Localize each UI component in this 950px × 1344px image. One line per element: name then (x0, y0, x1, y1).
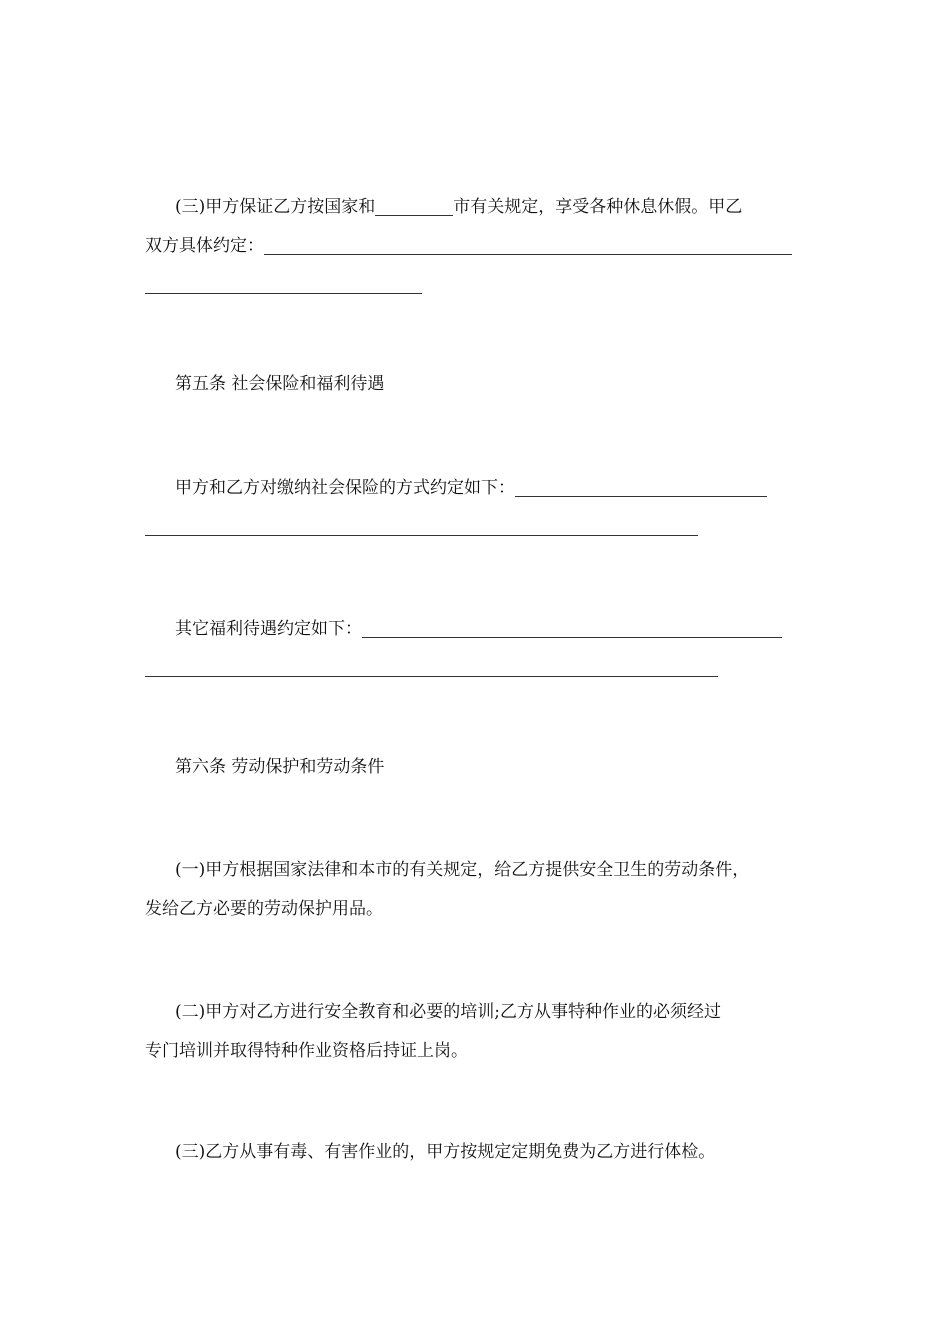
paragraph-text: 其它福利待遇约定如下： (175, 619, 362, 639)
paragraph-line: (二)甲方对乙方进行安全教育和必要的培训;乙方从事特种作业的必须经过 (175, 1002, 721, 1022)
fill-in-blank-other-benefits-continued[interactable] (145, 649, 718, 677)
paragraph-line: 专门培训并取得特种作业资格后持证上岗。 (145, 1041, 468, 1061)
paragraph-health-checks (145, 1133, 810, 1172)
paragraph-safety-training (145, 993, 810, 1071)
paragraph-line (145, 188, 810, 227)
paragraph-social-insurance (145, 469, 810, 547)
paragraph-line: (一)甲方根据国家法律和本市的有关规定，给乙方提供安全卫生的劳动条件， (175, 860, 750, 880)
paragraph-text: (三)甲方保证乙方按国家和 (175, 197, 376, 217)
paragraph-line (145, 266, 810, 305)
paragraph-line: (三)乙方从事有毒、有害作业的，甲方按规定定期免费为乙方进行体检。 (175, 1142, 716, 1162)
paragraph-line (145, 469, 810, 508)
article-heading-text: 第五条 社会保险和福利待遇 (175, 374, 385, 394)
fill-in-blank-agreement[interactable] (264, 227, 792, 255)
paragraph-line (145, 508, 810, 547)
paragraph-text: 甲方和乙方对缴纳社会保险的方式约定如下： (175, 478, 515, 498)
fill-in-blank-social-insurance-continued[interactable] (145, 508, 698, 536)
fill-in-blank-city[interactable] (375, 188, 453, 216)
fill-in-blank-social-insurance[interactable] (515, 469, 767, 497)
paragraph-other-benefits (145, 610, 810, 688)
paragraph-line: 发给乙方必要的劳动保护用品。 (145, 899, 383, 919)
paragraph-text: 双方具体约定： (145, 236, 264, 256)
fill-in-blank-other-benefits[interactable] (362, 610, 782, 638)
fill-in-blank-agreement-continued[interactable] (145, 266, 422, 294)
paragraph-text: 市有关规定，享受各种休息休假。甲乙 (453, 197, 743, 217)
article-heading-text: 第六条 劳动保护和劳动条件 (175, 757, 385, 777)
paragraph-line (145, 649, 810, 688)
article-heading (145, 365, 810, 404)
paragraph-rest-holidays (145, 188, 810, 305)
paragraph-line (145, 227, 810, 266)
paragraph-labor-conditions (145, 851, 810, 929)
paragraph-line (145, 610, 810, 649)
article-heading (145, 748, 810, 787)
